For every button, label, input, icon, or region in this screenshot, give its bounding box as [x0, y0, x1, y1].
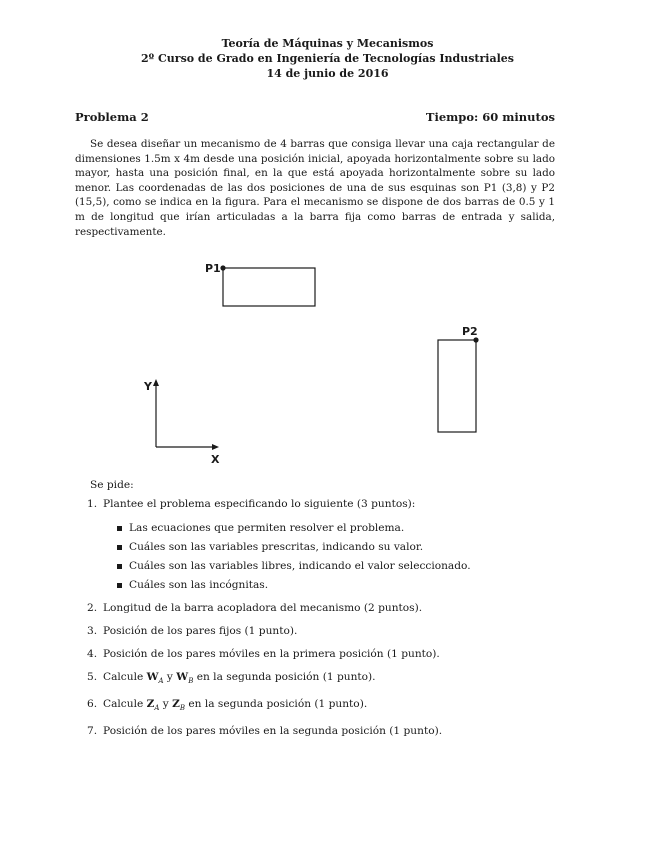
point-p2 [473, 337, 478, 342]
task-text: Posición de los pares fijos (1 punto). [103, 625, 298, 637]
task-number: 1. [87, 498, 98, 510]
problem-header [75, 110, 555, 124]
task-text: Plantee el problema especificando lo siguiente (3 puntos): [103, 498, 416, 510]
square-bullet-icon [117, 583, 122, 588]
task-number: 2. [87, 602, 98, 614]
square-bullet-icon [117, 526, 122, 531]
p2-label: P2 [462, 325, 478, 338]
square-bullet-icon [117, 545, 122, 550]
p1-label: P1 [205, 262, 221, 275]
subtask-text: Cuáles son las variables prescritas, indicando su valor. [129, 541, 424, 553]
task-text: Longitud de la barra acopladora del mecanismo (2 puntos). [103, 602, 423, 614]
task-number: 6. [87, 698, 98, 711]
task-number: 7. [87, 725, 98, 738]
task-item [75, 670, 555, 688]
se-pide-label: Se pide: [90, 479, 134, 491]
box-final-position [438, 340, 476, 432]
box-initial-position [223, 268, 315, 306]
task-text: Posición de los pares móviles en la primera posición (1 punto). [103, 648, 440, 660]
problem-statement: Se desea diseñar un mecanismo de 4 barras que consiga llevar una caja rectangular de dimensiones 1.5m x 4m desde una posición inicial, apoyada horizontalmente sobre su lado mayor, hasta una posición final, en la que está apoyada horizontalmente sobre su lado menor. Las coordenadas de las dos posiciones de una de sus esquinas son P1 (3,8) y P2 (15,5), como se indica en la figura. Para el mecanismo se dispone de dos barras de 0.5 y 1 m de longitud que irían articuladas a la barra fija como barras de entrada y salida, respectivamente. [75, 138, 555, 238]
subtask-item [103, 578, 555, 592]
exam-date: 14 de junio de 2016 [266, 67, 389, 80]
subtask-text: Las ecuaciones que permiten resolver el problema. [129, 522, 405, 534]
x-axis-label: X [211, 453, 220, 466]
mechanism-figure [0, 250, 655, 475]
task-item [75, 724, 555, 738]
task-number: 3. [87, 625, 98, 637]
course-title: Teoría de Máquinas y Mecanismos [221, 37, 434, 50]
subtask-list [103, 521, 555, 592]
task-text: Calcule $W_A$ y $W_B$ en la segunda posición (1 punto). [103, 671, 376, 686]
y-axis-label: Y [144, 380, 152, 393]
subtask-text: Cuáles son las variables libres, indicando el valor seleccionado. [129, 560, 471, 572]
problem-title: Problema 2 [75, 110, 149, 124]
task-text: Calcule $Z_A$ y $Z_B$ en la segunda posición (1 punto). [103, 698, 368, 713]
time-limit: Tiempo: 60 minutos [425, 110, 555, 124]
task-list [75, 497, 555, 747]
y-axis-arrow [153, 379, 159, 386]
task-item [75, 697, 555, 715]
subtask-text: Cuáles son las incógnitas. [129, 579, 269, 591]
subtask-item [103, 521, 555, 535]
task-item [75, 647, 555, 661]
course-subtitle: 2º Curso de Grado en Ingeniería de Tecnologías Industriales [141, 52, 514, 65]
square-bullet-icon [117, 564, 122, 569]
task-item [75, 624, 555, 638]
x-axis-arrow [212, 444, 219, 450]
subtask-item [103, 540, 555, 554]
point-p1 [220, 265, 225, 270]
task-item [75, 601, 555, 615]
task-item [75, 497, 555, 592]
task-number: 4. [87, 648, 98, 660]
subtask-item [103, 559, 555, 573]
task-number: 5. [87, 671, 98, 683]
task-text: Posición de los pares móviles en la segunda posición (1 punto). [103, 725, 443, 738]
